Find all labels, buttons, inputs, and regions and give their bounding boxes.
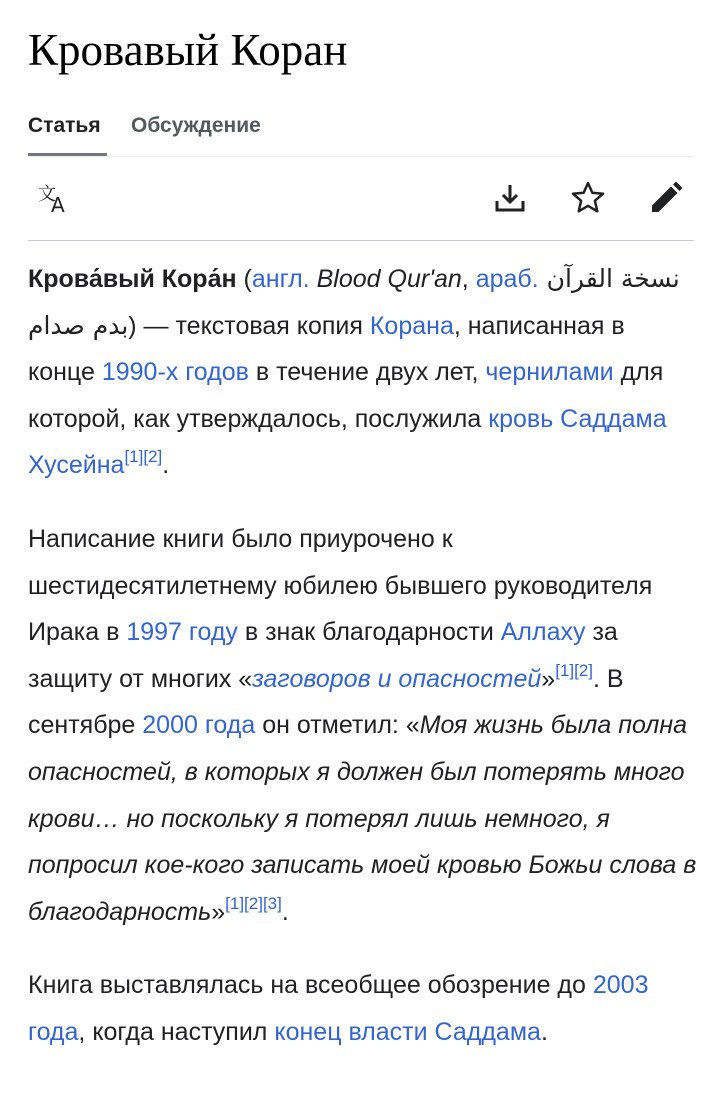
arabic-name: نسخة القرآن بدم صدام — [28, 264, 680, 340]
page-tabs — [28, 108, 694, 157]
reference-link[interactable]: [2] — [244, 893, 263, 913]
link-english[interactable]: англ. — [251, 265, 310, 293]
text-run: в знак благодарности — [237, 618, 501, 647]
link-saddam-blood[interactable]: кровь Саддама Хусейна — [28, 404, 667, 480]
link-quran[interactable]: Корана — [369, 311, 454, 340]
text-run: ( — [236, 265, 252, 293]
reference-link[interactable]: [3] — [262, 893, 282, 913]
text-run: , написанная в конце — [28, 311, 625, 387]
reference-link[interactable]: [1] — [225, 893, 245, 913]
reference-link[interactable]: [2] — [574, 660, 594, 680]
text-run: за защиту от многих « — [28, 618, 618, 693]
text-run: для которой, как утверждалось, послужила — [28, 358, 664, 433]
text-run: , когда наступил — [78, 1017, 275, 1046]
text-run: » — [541, 664, 556, 693]
link-2000[interactable]: 2000 года — [142, 711, 256, 740]
text-run: . — [162, 451, 170, 480]
star-icon[interactable] — [570, 180, 606, 216]
article-term: Крова́вый Кора́н — [28, 265, 237, 293]
tab-article[interactable]: Статья — [28, 114, 101, 137]
reference-link[interactable]: [1] — [555, 660, 575, 680]
paragraph-exhibition — [28, 962, 698, 1055]
link-2003[interactable]: 2003 года — [28, 971, 649, 1046]
text-run: . — [281, 897, 289, 926]
svg-text:A: A — [51, 193, 65, 216]
text-run: Книга выставлялась на всеобщее обозрение до — [28, 971, 593, 1000]
link-ink[interactable]: чернилами — [485, 358, 614, 387]
english-name: Blood Qur'an — [309, 265, 462, 293]
text-run: , — [461, 265, 476, 293]
link-end-of-rule[interactable]: конец власти Саддама — [274, 1017, 541, 1046]
link-1997[interactable]: 1997 году — [126, 618, 238, 647]
text-run: ) — текстовая копия — [128, 311, 370, 340]
saddam-quote: Моя жизнь была полна опасностей, в которых я должен был потерять много крови… но поскольку я потерял лишь немного, я попросил кое-кого записать моей кровью Божьи слова в благодарность — [28, 711, 697, 926]
link-allah[interactable]: Аллаху — [500, 618, 586, 647]
paragraph-history — [28, 516, 698, 935]
download-icon[interactable] — [492, 180, 528, 216]
text-run: Написание книги было приурочено к шестидесятилетнему юбилею бывшего руководителя Ирака в — [28, 524, 653, 647]
link-arabic[interactable]: араб. — [475, 265, 539, 293]
text-run: » — [211, 897, 226, 926]
edit-icon[interactable] — [648, 180, 684, 216]
text-run: он отметил: « — [255, 711, 420, 740]
reference-link[interactable]: [2] — [143, 447, 163, 467]
language-icon[interactable] — [36, 180, 72, 216]
link-plots[interactable]: заговоров и опасностей — [252, 664, 542, 693]
paragraph-lead — [28, 256, 698, 489]
reference-link[interactable]: [1] — [124, 447, 144, 467]
active-tab-indicator — [28, 153, 107, 156]
link-1990s[interactable]: 1990-х годов — [101, 358, 249, 387]
text-run: . — [540, 1017, 548, 1046]
page-actions-toolbar — [28, 158, 694, 241]
text-run: в течение двух лет, — [248, 358, 486, 387]
text-run: . В сентябре — [28, 664, 624, 740]
page-title: Кровавый Коран — [28, 25, 348, 75]
article-content — [28, 256, 698, 1056]
svg-text:文: 文 — [38, 184, 56, 205]
tab-discussion[interactable]: Обсуждение — [131, 114, 261, 137]
